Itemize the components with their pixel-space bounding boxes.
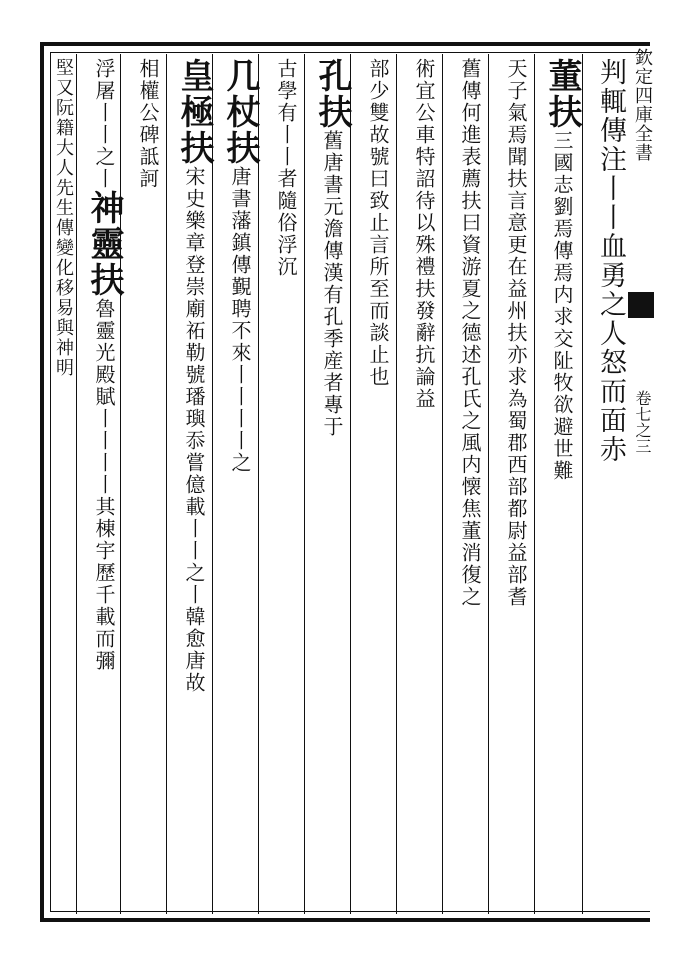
- text-column-7: [310, 58, 354, 908]
- column-text: 宋史樂章登崇廟祏勒號璠璵忝嘗億載丨丨之丨韓愈唐故: [182, 166, 206, 694]
- column-text: 相權公碑詆訶: [136, 58, 160, 190]
- column-text: 古學有丨丨者隨俗浮沉: [274, 58, 298, 278]
- text-column-8: [264, 58, 308, 908]
- column-text: 部少雙故號曰致止言所至而談止也: [366, 58, 390, 388]
- column-text: 浮屠丨丨之丨: [92, 58, 116, 190]
- text-column-12: [82, 58, 126, 908]
- text-column-3: [494, 58, 538, 908]
- text-column-13: [50, 58, 76, 908]
- text-column-6: [356, 58, 400, 908]
- book-title: 欽定四庫全書: [632, 48, 653, 162]
- text-column-11: [126, 58, 170, 908]
- column-text: 魯靈光殿賦丨丨丨丨其棟宇歷千載而彌: [92, 298, 116, 672]
- entry-head: 神靈扶: [84, 190, 124, 298]
- text-column-9: [218, 58, 262, 908]
- text-column-1: [588, 58, 632, 908]
- column-text: 舊唐書元澹傳漢有孔季産者專于: [320, 130, 344, 438]
- text-column-5: [402, 58, 446, 908]
- entry-head: 皇極扶: [174, 58, 214, 166]
- column-separator: [76, 54, 77, 914]
- column-text: 堅又阮籍大人先生傳變化移易與神明: [53, 58, 74, 378]
- text-column-10: [172, 58, 216, 908]
- entry-head: 董扶: [542, 58, 582, 130]
- column-text: 三國志劉焉傳焉内求交阯牧欲避世難: [550, 130, 574, 482]
- text-column-2: [540, 58, 584, 908]
- entry-head: 几杖扶: [220, 58, 260, 166]
- volume-label: 卷七之三: [633, 390, 652, 454]
- column-text: 判輒傳注丨丨血勇之人怒而面赤: [595, 58, 626, 464]
- column-text: 天子氣焉聞扶言意更在益州扶亦求為蜀郡西部都尉益部耆: [504, 58, 528, 608]
- entry-head: 孔扶: [312, 58, 352, 130]
- column-text: 舊傳何進表薦扶曰資游夏之德述孔氏之風内懐焦董消復之: [458, 58, 482, 608]
- text-column-4: [448, 58, 492, 908]
- column-text: 唐書藩鎮傳覲聘不來丨丨丨丨之: [228, 166, 252, 474]
- column-text: 術宜公車特詔待以殊禮扶發辭抗論益: [412, 58, 436, 410]
